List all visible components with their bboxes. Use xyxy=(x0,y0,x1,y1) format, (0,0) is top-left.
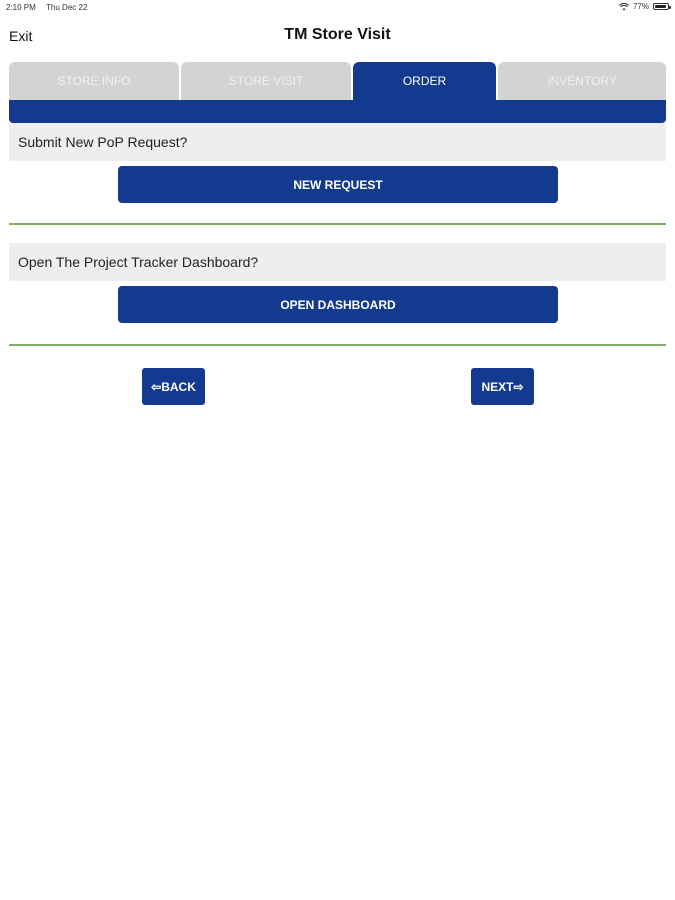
tab-inventory[interactable]: INVENTORY xyxy=(498,62,666,100)
next-button[interactable]: NEXT⇨ xyxy=(471,368,534,405)
open-dashboard-button[interactable]: OPEN DASHBOARD xyxy=(118,286,558,323)
battery-icon xyxy=(653,3,669,10)
new-request-button[interactable]: NEW REQUEST xyxy=(118,166,558,203)
divider xyxy=(9,344,666,346)
nav-bar xyxy=(0,20,675,52)
divider xyxy=(9,223,666,225)
tab-order[interactable]: ORDER xyxy=(353,62,496,100)
status-bar xyxy=(0,0,675,14)
status-left xyxy=(6,3,87,12)
page-title: TM Store Visit xyxy=(284,26,391,43)
tab-store-visit[interactable]: STORE VISIT xyxy=(181,62,351,100)
exit-button[interactable]: Exit xyxy=(9,28,33,44)
status-time: 2:10 PM xyxy=(6,3,36,12)
back-button[interactable]: ⇦BACK xyxy=(142,368,205,405)
pop-request-prompt: Submit New PoP Request? xyxy=(9,123,666,161)
battery-percent: 77% xyxy=(632,2,649,11)
wifi-icon xyxy=(619,3,629,11)
tab-store-info[interactable]: STORE INFO xyxy=(9,62,179,100)
tab-underline-bar xyxy=(9,100,666,123)
status-right xyxy=(619,2,669,11)
dashboard-prompt: Open The Project Tracker Dashboard? xyxy=(9,243,666,281)
tab-bar xyxy=(9,62,666,100)
status-date: Thu Dec 22 xyxy=(46,3,88,12)
